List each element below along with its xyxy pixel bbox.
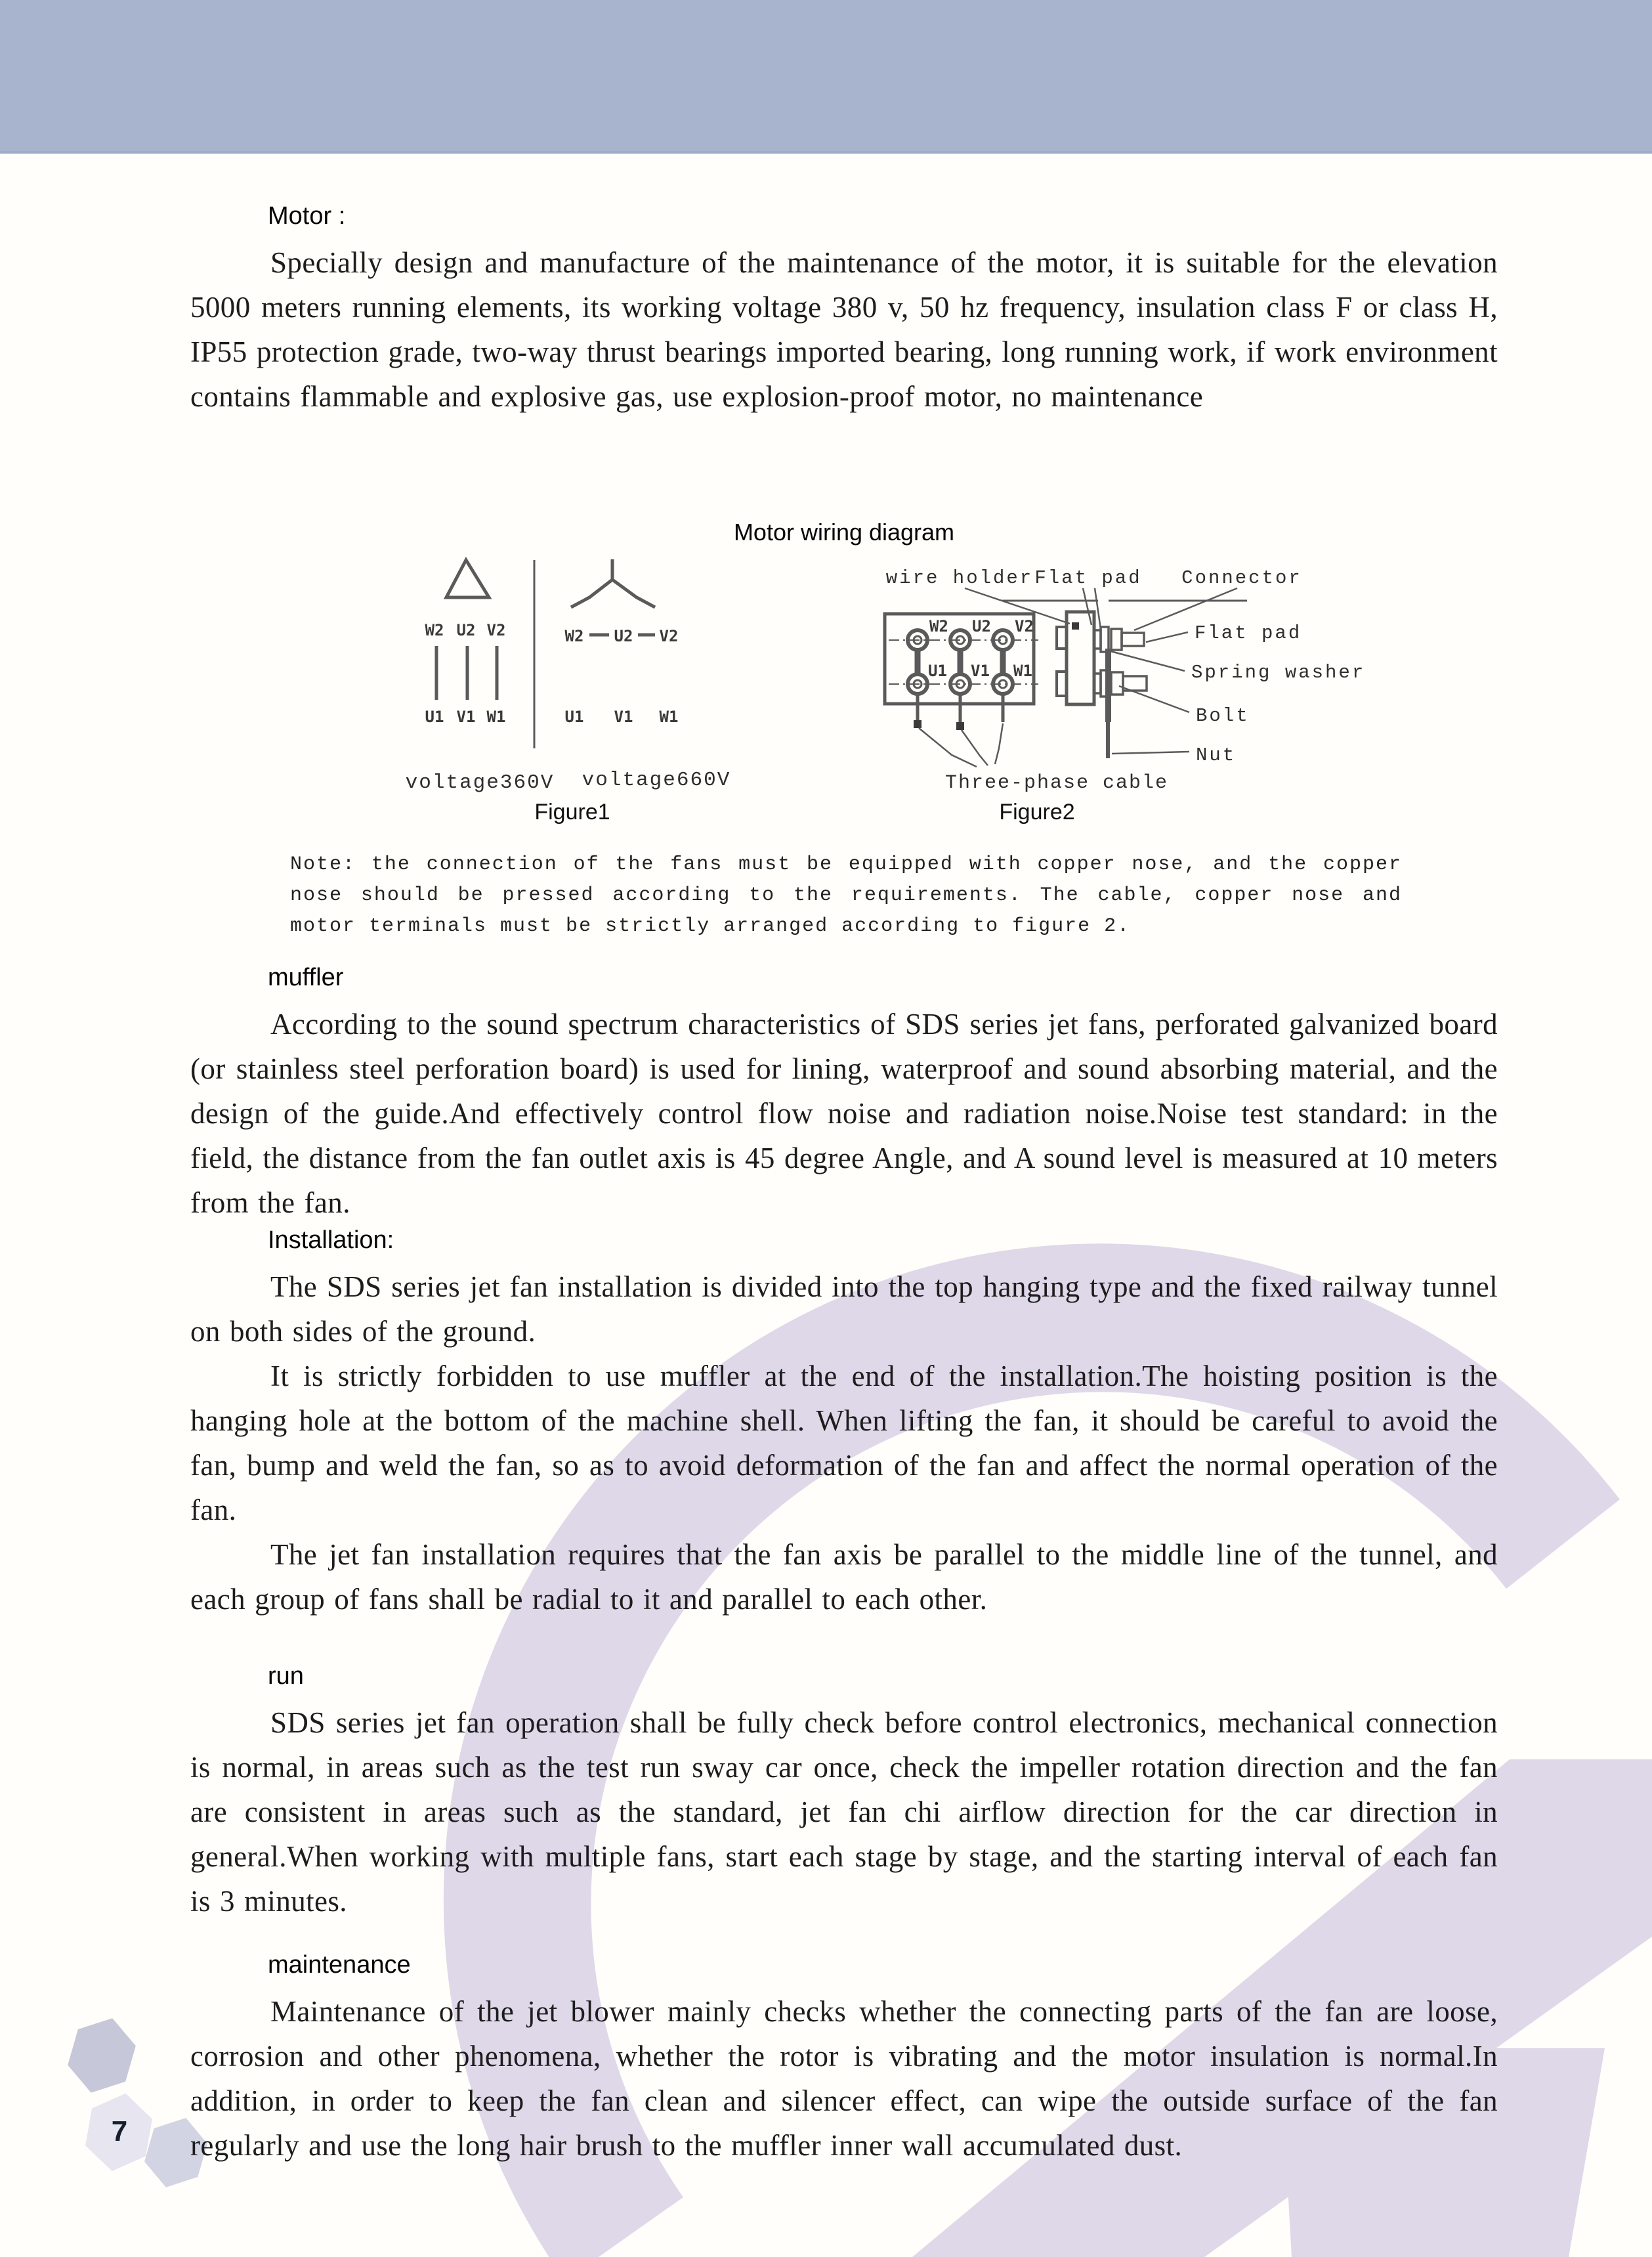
motor-heading: Motor : xyxy=(268,202,346,230)
leader-line xyxy=(995,723,1003,764)
note-line: nose should be pressed according to the requirements. The cable, copper nose and xyxy=(290,884,1402,907)
leader-line xyxy=(919,728,977,767)
figure2-caption: Figure2 xyxy=(999,800,1075,825)
page-number: 7 xyxy=(111,2115,128,2147)
cable-lug xyxy=(914,720,921,728)
figure1-star-connection xyxy=(565,559,731,792)
three-phase-cable-label: Three-phase cable xyxy=(944,772,1169,794)
delta-terminal-label: U1 xyxy=(425,708,444,726)
star-terminal-label: V2 xyxy=(659,627,679,645)
delta-terminal-label: V1 xyxy=(456,708,476,726)
installation-heading: Installation: xyxy=(268,1226,394,1254)
terminal-column xyxy=(993,630,1013,722)
star-symbol-arm xyxy=(571,559,612,607)
leader-line xyxy=(1112,752,1189,754)
flat-pad-right-label: Flat pad xyxy=(1195,622,1302,644)
muffler-heading: muffler xyxy=(268,964,344,991)
installation-paragraph: It is strictly forbidden to use muffler at the end of the installation.The hoisting position is the hanging hole at the bottom of the machine shell. When lifting the fan, it should be careful to avoid the fan, bump and weld the fan, so as to avoid deformation of the fan and affect the normal operation of the fan. xyxy=(190,1360,1498,1526)
terminal-plate xyxy=(1067,612,1094,704)
installation-paragraph: The SDS series jet fan installation is divided into the top hanging type and the fixed railway tunnel on both sides of the ground. xyxy=(190,1270,1498,1348)
note-line: Note: the connection of the fans must be equipped with copper nose, and the copper xyxy=(290,853,1402,876)
diagram-note xyxy=(290,849,1402,942)
nut-part xyxy=(1111,629,1122,650)
star-terminal-label: U1 xyxy=(564,708,584,726)
leader-line xyxy=(962,730,988,765)
terminal-label: V2 xyxy=(1015,617,1034,635)
star-voltage-caption: voltage660V xyxy=(582,769,731,792)
star-symbol-arm xyxy=(612,580,655,607)
terminal-label: U1 xyxy=(928,662,947,680)
nut-label: Nut xyxy=(1196,744,1237,766)
diagram-title: Motor wiring diagram xyxy=(733,519,955,546)
terminal-column xyxy=(950,630,970,730)
terminal-label: W2 xyxy=(929,617,948,635)
plate-mark xyxy=(1072,622,1079,630)
flat-pad-top-label: Flat pad xyxy=(1034,567,1142,589)
terminal-column xyxy=(908,630,927,728)
leader-line xyxy=(1083,588,1091,625)
connector-label: Connector xyxy=(1181,567,1302,589)
spring-washer-part xyxy=(1101,627,1109,652)
motor-paragraph: Specially design and manufacture of the maintenance of the motor, it is suitable for the elevation 5000 meters running elements, its working voltage 380 v, 50 hz frequency, insulation class F or class H, IP55 protection grade, two-way thrust bearings imported bearing, long running work, if work environment contains flammable and explosive gas, use explosion-proof motor, no maintenance xyxy=(190,246,1498,413)
run-heading: run xyxy=(268,1662,304,1690)
run-paragraph: SDS series jet fan operation shall be fully check before control electronics, mechanical connection is normal, in areas such as the test run sway car once, check the impeller rotation direction and the fan are consistent in areas such as the standard, jet fan chi airflow direction for the car direction in general.When working with multiple fans, start each stage by stage, and the starting interval of each fan is 3 minutes. xyxy=(190,1706,1498,1918)
terminal-label: U2 xyxy=(972,617,991,635)
maintenance-heading: maintenance xyxy=(268,1951,411,1979)
leader-line xyxy=(1146,632,1188,642)
leader-line xyxy=(1119,686,1189,712)
nut-part xyxy=(1111,672,1123,695)
delta-terminal-label: W1 xyxy=(486,708,506,726)
delta-symbol xyxy=(446,560,489,597)
delta-terminal-label: W2 xyxy=(425,621,444,639)
figure1-delta-connection xyxy=(406,560,555,794)
terminal-label: W1 xyxy=(1013,662,1032,680)
leader-line xyxy=(1111,651,1185,671)
cable-lug xyxy=(956,722,964,730)
spring-washer-label: Spring washer xyxy=(1191,662,1366,683)
muffler-paragraph: According to the sound spectrum characteristics of SDS series jet fans, perforated galvanized board (or stainless steel perforation board) is used for lining, waterproof and sound absorbing material, and the design of the guide.And effectively control flow noise and radiation noise.Noise test standard: in the field, the distance from the fan outlet axis is 45 degree Angle, and A sound level is measured at 10 meters from the fan. xyxy=(190,1008,1498,1219)
terminal-label: V1 xyxy=(971,662,990,680)
star-terminal-label: W2 xyxy=(564,627,584,645)
bolt-label: Bolt xyxy=(1196,705,1250,727)
motor-wiring-diagram xyxy=(368,551,1391,860)
delta-voltage-caption: voltage360V xyxy=(405,771,555,794)
delta-terminal-label: U2 xyxy=(456,621,476,639)
star-terminal-label: W1 xyxy=(659,708,679,726)
bolt-shaft xyxy=(1122,633,1144,646)
note-line: motor terminals must be strictly arranged according to figure 2. xyxy=(290,915,1131,937)
delta-terminal-label: V2 xyxy=(486,621,506,639)
star-terminal-label: V1 xyxy=(614,708,633,726)
maintenance-paragraph: Maintenance of the jet blower mainly checks whether the connecting parts of the fan are loose, corrosion and other phenomena, whether the rotor is vibrating and the motor insulation is normal.In addition, in order to keep the fan clean and silencer effect, can wipe the outside surface of the fan regularly and use the long hair brush to the muffler inner wall accumulated dust. xyxy=(190,1995,1498,2162)
star-terminal-label: U2 xyxy=(614,627,633,645)
wire-holder-label: wire holder xyxy=(885,567,1034,589)
figure2-terminal-box xyxy=(885,567,1365,794)
figure1-caption: Figure1 xyxy=(534,800,610,825)
installation-paragraph: The jet fan installation requires that the fan axis be parallel to the middle line of the tunnel, and each group of fans shall be radial to it and parallel to each other. xyxy=(190,1538,1498,1616)
